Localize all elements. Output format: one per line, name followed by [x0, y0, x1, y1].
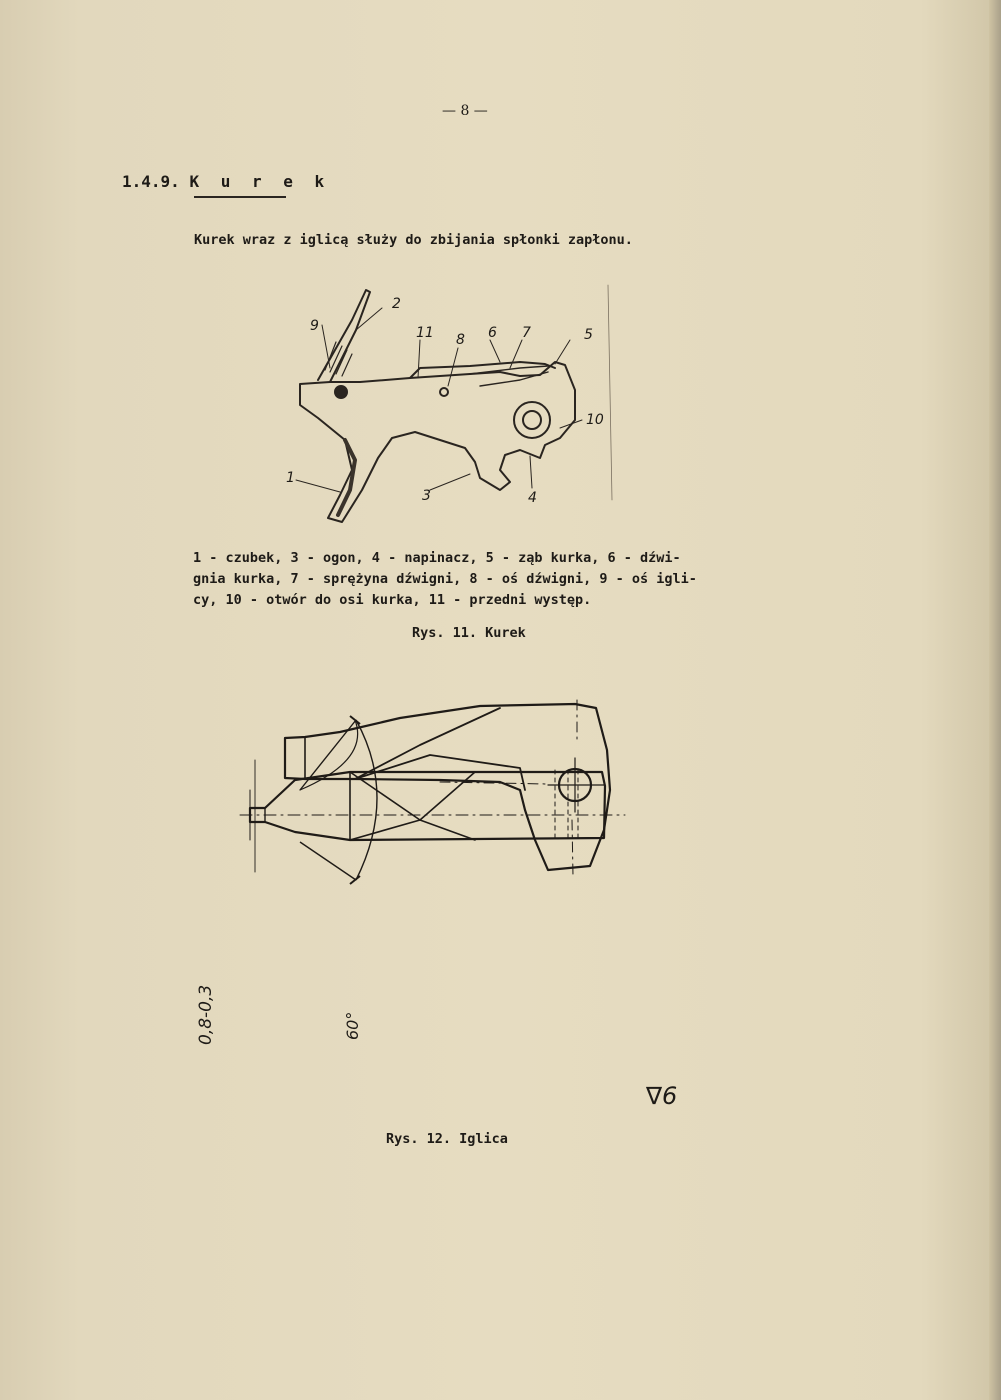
part-label-2: 2 — [392, 296, 401, 312]
lever-outline — [285, 704, 610, 870]
part-label-3: 3 — [422, 488, 431, 504]
part-label-8: 8 — [456, 332, 465, 348]
legend-line: cy, 10 - otwór do osi kurka, 11 - przedni występ. — [193, 592, 592, 608]
part-label-5: 5 — [584, 327, 593, 343]
legend-line: gnia kurka, 7 - sprężyna dźwigni, 8 - oś dźwigni, 9 - oś igli- — [193, 571, 697, 587]
figure-11-caption: Rys. 11. Kurek — [412, 625, 526, 641]
page-number: — 8 — — [442, 103, 488, 119]
part-label-4: 4 — [528, 490, 537, 506]
intro-paragraph: Kurek wraz z iglicą służy do zbijania spłonki zapłonu. — [194, 232, 633, 248]
angle-arc — [356, 720, 377, 880]
surface-finish-mark: ∇6 — [646, 1082, 678, 1110]
diameter-dimension-label: 0,8-0,3 — [196, 984, 216, 1045]
section-title: K u r e k — [189, 172, 331, 191]
firing-pin-outline — [250, 772, 605, 840]
angle-dimension-label: 60° — [343, 1011, 362, 1040]
part-label-7: 7 — [522, 325, 531, 341]
figure-12-caption: Rys. 12. Iglica — [386, 1131, 508, 1147]
part-label-1: 1 — [286, 470, 295, 486]
part-label-9: 9 — [310, 318, 319, 334]
part-label-10: 10 — [586, 412, 604, 428]
section-number: 1.4.9. — [122, 172, 180, 191]
legend-line: 1 - czubek, 3 - ogon, 4 - napinacz, 5 - ząb kurka, 6 - dźwi- — [193, 550, 681, 566]
part-label-6: 6 — [488, 325, 497, 341]
part-label-11: 11 — [416, 325, 434, 341]
